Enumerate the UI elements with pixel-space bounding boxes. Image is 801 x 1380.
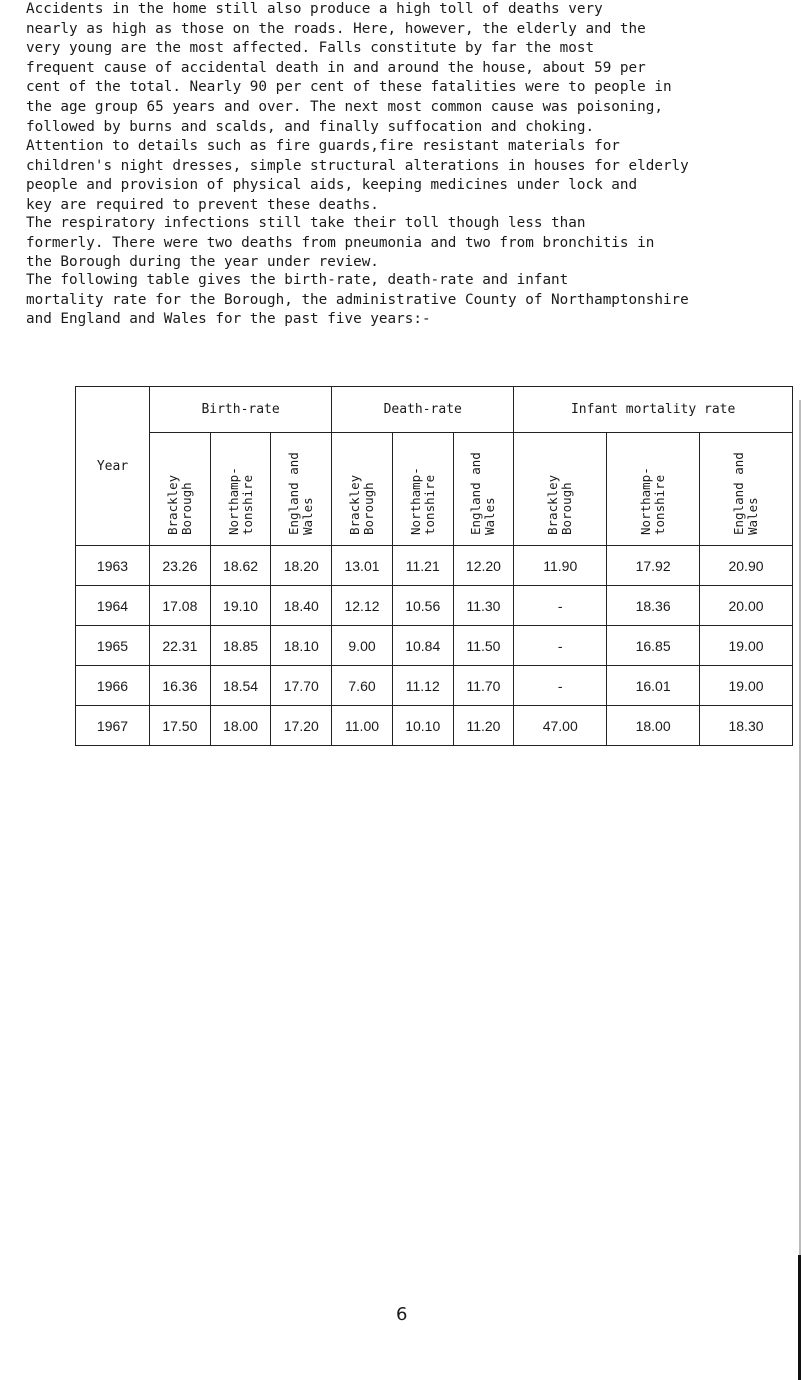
- subheader-label: England and Wales: [286, 452, 316, 535]
- sub-england-wales-header: [453, 433, 514, 546]
- value-cell: 11.50: [453, 626, 514, 666]
- value-cell: 11.90: [514, 546, 607, 586]
- subheader-label: England and Wales: [731, 452, 761, 535]
- value-cell: -: [514, 586, 607, 626]
- year-cell: 1967: [76, 706, 150, 746]
- value-cell: 47.00: [514, 706, 607, 746]
- sub-northamptonshire-header: [607, 433, 700, 546]
- value-cell: 10.10: [392, 706, 453, 746]
- paragraph-respiratory: [26, 214, 786, 273]
- text-line: Accidents in the home still also produce a high toll of deaths very: [26, 1, 603, 17]
- value-cell: 16.01: [607, 666, 700, 706]
- value-cell: 13.01: [332, 546, 393, 586]
- value-cell: 20.00: [700, 586, 793, 626]
- value-cell: 18.00: [210, 706, 271, 746]
- text-line: followed by burns and scalds, and finally suffocation and choking.: [26, 118, 595, 135]
- subheader-label: England and Wales: [468, 452, 498, 535]
- subheader-label: Brackley Borough: [164, 474, 194, 535]
- page-number: 6: [396, 1304, 408, 1325]
- value-cell: 10.84: [392, 626, 453, 666]
- value-cell: 18.85: [210, 626, 271, 666]
- value-cell: 18.36: [607, 586, 700, 626]
- table-row: [76, 666, 793, 706]
- value-cell: 11.20: [453, 706, 514, 746]
- value-cell: 22.31: [150, 626, 211, 666]
- year-cell: 1965: [76, 626, 150, 666]
- sub-northamptonshire-header: [392, 433, 453, 546]
- year-header: Year: [76, 387, 150, 546]
- birth-rate-header: Birth-rate: [150, 387, 332, 433]
- value-cell: 12.20: [453, 546, 514, 586]
- text-line: mortality rate for the Borough, the administrative County of Northamptonshire: [26, 291, 689, 308]
- value-cell: 16.36: [150, 666, 211, 706]
- text-line: very young are the most affected. Falls constitute by far the most: [26, 40, 595, 57]
- table-row: [76, 706, 793, 746]
- subheader-label: Northamp-tonshire: [638, 467, 668, 535]
- value-cell: 17.70: [271, 666, 332, 706]
- subheader-label: Brackley Borough: [545, 474, 575, 535]
- table-row: [76, 626, 793, 666]
- subheader-label: Northamp-tonshire: [407, 467, 437, 535]
- text-line: cent of the total. Nearly 90 per cent of these fatalities were to people in: [26, 79, 672, 96]
- value-cell: 11.12: [392, 666, 453, 706]
- value-cell: 19.00: [700, 626, 793, 666]
- value-cell: 11.30: [453, 586, 514, 626]
- sub-brackley-borough-header: [514, 433, 607, 546]
- value-cell: 17.50: [150, 706, 211, 746]
- subheader-label: Brackley Borough: [347, 474, 377, 535]
- paragraph-home-accidents: [26, 0, 786, 216]
- text-line: key are required to prevent these deaths.: [26, 196, 379, 213]
- value-cell: 7.60: [332, 666, 393, 706]
- value-cell: 18.54: [210, 666, 271, 706]
- text-line: and England and Wales for the past five years:-: [26, 311, 431, 328]
- value-cell: 18.20: [271, 546, 332, 586]
- table-row: [76, 586, 793, 626]
- text-line: formerly. There were two deaths from pneumonia and two from bronchitis in: [26, 234, 655, 251]
- text-line: nearly as high as those on the roads. Here, however, the elderly and the: [26, 20, 646, 37]
- paragraph-table-intro: [26, 271, 786, 330]
- value-cell: 11.70: [453, 666, 514, 706]
- text-line: Attention to details such as fire guards,fire resistant materials for: [26, 138, 620, 155]
- death-rate-header: Death-rate: [332, 387, 514, 433]
- text-line: The respiratory infections still take their toll though less than: [26, 215, 586, 231]
- year-cell: 1963: [76, 546, 150, 586]
- sub-northamptonshire-header: [210, 433, 271, 546]
- text-line: children's night dresses, simple structural alterations in houses for elderly: [26, 157, 689, 174]
- value-cell: 23.26: [150, 546, 211, 586]
- value-cell: 17.92: [607, 546, 700, 586]
- subheader-label: Northamp-tonshire: [225, 467, 255, 535]
- value-cell: 11.00: [332, 706, 393, 746]
- text-line: frequent cause of accidental death in and around the house, about 59 per: [26, 59, 646, 76]
- value-cell: -: [514, 626, 607, 666]
- text-line: The following table gives the birth-rate, death-rate and infant: [26, 272, 569, 288]
- value-cell: 18.30: [700, 706, 793, 746]
- sub-brackley-borough-header: [332, 433, 393, 546]
- year-cell: 1964: [76, 586, 150, 626]
- value-cell: 19.10: [210, 586, 271, 626]
- value-cell: 18.10: [271, 626, 332, 666]
- text-line: people and provision of physical aids, keeping medicines under lock and: [26, 177, 638, 194]
- text-line: the Borough during the year under review.: [26, 254, 379, 271]
- value-cell: 16.85: [607, 626, 700, 666]
- value-cell: 17.08: [150, 586, 211, 626]
- sub-england-wales-header: [700, 433, 793, 546]
- value-cell: 9.00: [332, 626, 393, 666]
- value-cell: 20.90: [700, 546, 793, 586]
- vital-statistics-table: [75, 386, 793, 746]
- text-line: the age group 65 years and over. The next most common cause was poisoning,: [26, 98, 663, 115]
- value-cell: 19.00: [700, 666, 793, 706]
- value-cell: 17.20: [271, 706, 332, 746]
- value-cell: 18.62: [210, 546, 271, 586]
- table-row: [76, 546, 793, 586]
- value-cell: 10.56: [392, 586, 453, 626]
- value-cell: 11.21: [392, 546, 453, 586]
- value-cell: -: [514, 666, 607, 706]
- value-cell: 12.12: [332, 586, 393, 626]
- value-cell: 18.00: [607, 706, 700, 746]
- year-cell: 1966: [76, 666, 150, 706]
- value-cell: 18.40: [271, 586, 332, 626]
- sub-brackley-borough-header: [150, 433, 211, 546]
- infant-mortality-header: Infant mortality rate: [514, 387, 793, 433]
- sub-england-wales-header: [271, 433, 332, 546]
